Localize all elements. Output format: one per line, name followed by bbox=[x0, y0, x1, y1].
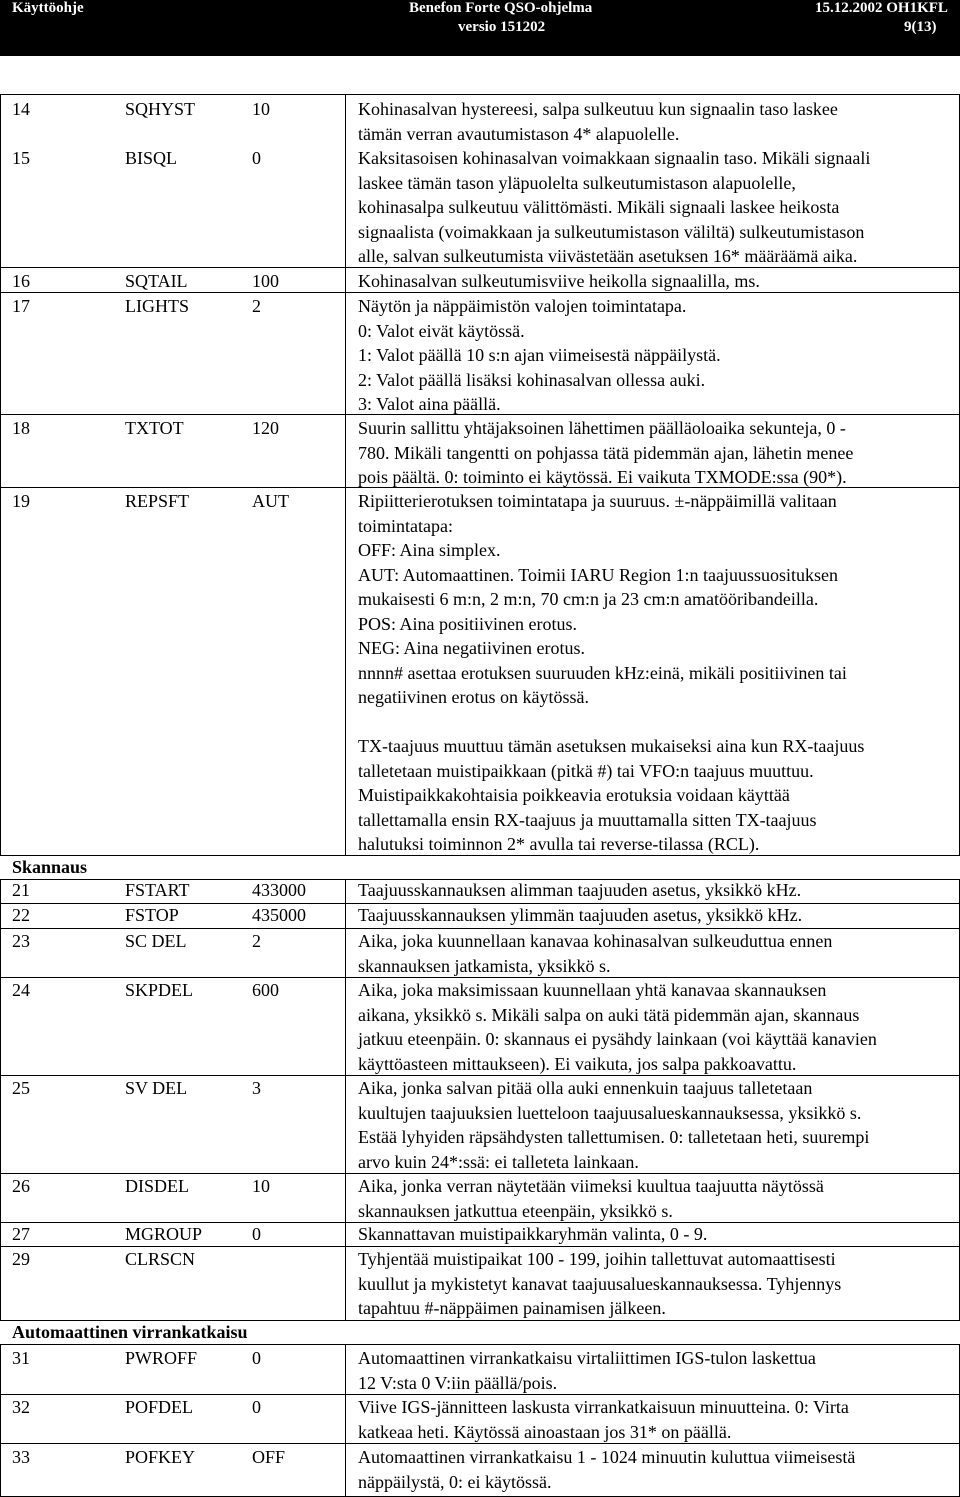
setting-number: 18 bbox=[12, 418, 30, 438]
setting-value: 3 bbox=[252, 1078, 261, 1098]
setting-description bbox=[358, 1445, 956, 1494]
setting-number: 15 bbox=[12, 148, 30, 168]
section-heading-power: Automaattinen virrankatkaisu bbox=[12, 1322, 248, 1342]
description-line: Kohinasalvan sulkeutumisviive heikolla signaalilla, ms. bbox=[358, 271, 760, 291]
description-line: talletetaan muistipaikkaan (pitkä #) tai VFO:n taajuus muuttuu. bbox=[358, 760, 814, 781]
description-line: tapahtuu #-näppäimen painamisen jälkeen. bbox=[358, 1298, 666, 1318]
setting-name: LIGHTS bbox=[125, 296, 189, 316]
setting-number: 24 bbox=[12, 980, 30, 1000]
setting-description bbox=[358, 294, 956, 417]
setting-number: 23 bbox=[12, 931, 30, 951]
setting-description bbox=[358, 1395, 956, 1444]
setting-name: SQTAIL bbox=[125, 271, 188, 291]
setting-description bbox=[358, 929, 956, 978]
description-line: halutuksi toiminnon 2* avulla tai reverse-tilassa (RCL). bbox=[358, 834, 760, 854]
description-line: tallettamalla ensin RX-taajuus ja muuttamalla sitten TX-taajuus bbox=[358, 809, 817, 830]
setting-value: 10 bbox=[252, 1176, 270, 1196]
setting-description bbox=[358, 903, 956, 928]
description-line: Skannattavan muistipaikkaryhmän valinta, 0 - 9. bbox=[358, 1224, 708, 1244]
description-line: Viive IGS-jännitteen laskusta virrankatkaisuun minuutteina. 0: Virta bbox=[358, 1397, 849, 1417]
description-line: 780. Mikäli tangentti on pohjassa tätä pidemmän ajan, lähetin menee bbox=[358, 442, 854, 463]
description-line: 2: Valot päällä lisäksi kohinasalvan ollessa auki. bbox=[358, 369, 706, 390]
setting-value: 435000 bbox=[252, 905, 306, 925]
setting-description bbox=[358, 97, 956, 146]
setting-value: 433000 bbox=[252, 880, 306, 900]
description-line: Suurin sallittu yhtäjaksoinen lähettimen päälläoloaika sekunteja, 0 - bbox=[358, 418, 846, 438]
description-line: Aika, joka kuunnellaan kanavaa kohinasalvan sulkeuduttua ennen bbox=[358, 931, 833, 951]
description-line: katkeaa heti. Käytössä ainoastaan jos 31* on päällä. bbox=[358, 1421, 732, 1442]
description-line: Ripiitterierotuksen toimintatapa ja suuruus. ±-näppäimillä valitaan bbox=[358, 491, 837, 511]
section-heading-scan: Skannaus bbox=[12, 857, 88, 877]
description-line: näppäilystä, 0: ei käytössä. bbox=[358, 1471, 552, 1492]
setting-value: 100 bbox=[252, 271, 279, 291]
description-line: pois päältä. 0: toiminto ei käytössä. Ei vaikuta TXMODE:ssa (90*). bbox=[358, 467, 847, 487]
setting-number: 29 bbox=[12, 1249, 30, 1269]
description-line: 3: Valot aina päällä. bbox=[358, 394, 501, 414]
description-line: Kaksitasoisen kohinasalvan voimakkaan signaalin taso. Mikäli signaali bbox=[358, 148, 871, 168]
description-line bbox=[358, 710, 956, 735]
description-line: mukaisesti 6 m:n, 2 m:n, 70 cm:n ja 23 cm:n amatööribandeilla. bbox=[358, 589, 819, 609]
description-line: negatiivinen erotus on käytössä. bbox=[358, 687, 589, 707]
setting-description bbox=[358, 1247, 956, 1321]
description-line: 0: Valot eivät käytössä. bbox=[358, 320, 525, 341]
row-divider bbox=[0, 1344, 960, 1345]
setting-number: 31 bbox=[12, 1348, 30, 1368]
setting-value: 600 bbox=[252, 980, 279, 1000]
table-column-divider bbox=[345, 879, 346, 1320]
setting-description bbox=[358, 1222, 956, 1247]
setting-description bbox=[358, 878, 956, 903]
header-program-name: Benefon Forte QSO-ohjelma bbox=[409, 0, 593, 16]
description-line: Aika, jonka verran näytetään viimeksi kuultua taajuutta näytössä bbox=[358, 1176, 824, 1196]
setting-name: MGROUP bbox=[125, 1224, 203, 1244]
setting-name: FSTART bbox=[125, 880, 190, 900]
description-line: POS: Aina positiivinen erotus. bbox=[358, 613, 578, 634]
description-line: alle, salvan sulkeutumista viivästetään asetuksen 16* määräämä aika. bbox=[358, 246, 858, 266]
description-line: Taajuusskannauksen alimman taajuuden asetus, yksikkö kHz. bbox=[358, 880, 802, 900]
description-line: tämän verran avautumistason 4* alapuolelle. bbox=[358, 123, 680, 144]
description-line: 12 V:sta 0 V:iin päällä/pois. bbox=[358, 1372, 558, 1393]
setting-description bbox=[358, 978, 956, 1076]
description-line: Näytön ja näppäimistön valojen toimintatapa. bbox=[358, 296, 687, 316]
setting-name: SQHYST bbox=[125, 99, 196, 119]
table-column-divider bbox=[345, 94, 346, 855]
description-line: Tyhjentää muistipaikat 100 - 199, joihin tallettuvat automaattisesti bbox=[358, 1249, 836, 1269]
description-line: Automaattinen virrankatkaisu 1 - 1024 minuutin kuluttua viimeisestä bbox=[358, 1447, 856, 1467]
setting-name: TXTOT bbox=[125, 418, 184, 438]
setting-number: 27 bbox=[12, 1224, 30, 1244]
setting-number: 21 bbox=[12, 880, 30, 900]
description-line: Aika, joka maksimissaan kuunnellaan yhtä kanavaa skannauksen bbox=[358, 980, 827, 1000]
description-line: aikana, yksikkö s. Mikäli salpa on auki tätä pidemmän ajan, skannaus bbox=[358, 1004, 860, 1025]
description-line: 1: Valot päällä 10 s:n ajan viimeisestä näppäilystä. bbox=[358, 345, 721, 365]
table-border-left bbox=[0, 879, 1, 1320]
setting-name: SC DEL bbox=[125, 931, 187, 951]
description-line: käyttöasteen mittaukseen). Ei vaikuta, jos salpa pakkoavattu. bbox=[358, 1053, 797, 1074]
description-line: OFF: Aina simplex. bbox=[358, 540, 501, 560]
description-line: NEG: Aina negatiivinen erotus. bbox=[358, 638, 585, 658]
description-line: kuultujen taajuuksien luetteloon taajuusalueskannauksessa, yksikkö s. bbox=[358, 1102, 862, 1123]
setting-description bbox=[358, 1174, 956, 1223]
setting-value: 120 bbox=[252, 418, 279, 438]
setting-description bbox=[358, 416, 956, 490]
setting-number: 17 bbox=[12, 296, 30, 316]
setting-name: BISQL bbox=[125, 148, 178, 168]
setting-value: 2 bbox=[252, 931, 261, 951]
description-line: Automaattinen virrankatkaisu virtaliittimen IGS-tulon laskettua bbox=[358, 1348, 816, 1368]
description-line: arvo kuin 24*:ssä: ei talleteta lainkaan. bbox=[358, 1151, 639, 1172]
description-line: Muistipaikkakohtaisia poikkeavia erotuksia voidaan käyttää bbox=[358, 785, 790, 805]
description-line: Kohinasalvan hystereesi, salpa sulkeutuu kun signaalin taso laskee bbox=[358, 99, 838, 119]
setting-description bbox=[358, 146, 956, 269]
setting-number: 32 bbox=[12, 1397, 30, 1417]
header-page-number: 9(13) bbox=[904, 19, 937, 35]
setting-value: 10 bbox=[252, 99, 270, 119]
setting-value: 0 bbox=[252, 1224, 261, 1244]
setting-name: DISDEL bbox=[125, 1176, 189, 1196]
setting-name: FSTOP bbox=[125, 905, 179, 925]
setting-description bbox=[358, 1076, 956, 1174]
table-border-left bbox=[0, 1344, 1, 1497]
description-line: laskee tämän tason yläpuolelta sulkeutumistason alapuolelle, bbox=[358, 172, 796, 193]
setting-value: OFF bbox=[252, 1447, 286, 1467]
description-line: skannauksen jatkamista, yksikkö s. bbox=[358, 955, 611, 976]
table-column-divider bbox=[345, 1344, 346, 1497]
setting-number: 19 bbox=[12, 491, 30, 511]
setting-value: 0 bbox=[252, 1397, 261, 1417]
setting-value: 0 bbox=[252, 1348, 261, 1368]
table-border-left bbox=[0, 94, 1, 855]
setting-name: SV DEL bbox=[125, 1078, 188, 1098]
setting-description bbox=[358, 269, 956, 294]
setting-value: 2 bbox=[252, 296, 261, 316]
description-line: toimintatapa: bbox=[358, 515, 453, 536]
setting-number: 25 bbox=[12, 1078, 30, 1098]
description-line: kohinasalpa sulkeutuu välittömästi. Mikäli signaali laskee heikosta bbox=[358, 197, 840, 217]
setting-name: POFDEL bbox=[125, 1397, 194, 1417]
header-date-author: 15.12.2002 OH1KFL bbox=[815, 0, 948, 16]
description-line: Estää lyhyiden räpsähdysten tallettumisen. 0: talletetaan heti, suurempi bbox=[358, 1127, 870, 1147]
setting-description bbox=[358, 1346, 956, 1395]
description-line: AUT: Automaattinen. Toimii IARU Region 1:n taajuussuosituksen bbox=[358, 564, 838, 585]
page-header bbox=[0, 0, 960, 56]
setting-number: 16 bbox=[12, 271, 30, 291]
table-border-top bbox=[0, 94, 960, 95]
setting-description bbox=[358, 489, 956, 857]
description-line: nnnn# asettaa erotuksen suuruuden kHz:einä, mikäli positiivinen tai bbox=[358, 662, 847, 683]
description-line: TX-taajuus muuttuu tämän asetuksen mukaiseksi aina kun RX-taajuus bbox=[358, 736, 865, 756]
setting-name: PWROFF bbox=[125, 1348, 198, 1368]
setting-value: AUT bbox=[252, 491, 289, 511]
description-line: skannauksen jatkuttua eteenpäin, yksikkö s. bbox=[358, 1200, 673, 1221]
setting-number: 22 bbox=[12, 905, 30, 925]
description-line: Taajuusskannauksen ylimmän taajuuden asetus, yksikkö kHz. bbox=[358, 905, 803, 925]
setting-value: 0 bbox=[252, 148, 261, 168]
description-line: signaalista (voimakkaan ja sulkeutumistason väliltä) sulkeutumistason bbox=[358, 221, 865, 242]
setting-number: 14 bbox=[12, 99, 30, 119]
description-line: kuullut ja mykistetyt kanavat taajuusalueskannauksessa. Tyhjennys bbox=[358, 1273, 842, 1294]
setting-number: 26 bbox=[12, 1176, 30, 1196]
setting-name: CLRSCN bbox=[125, 1249, 196, 1269]
description-line: jatkuu eteenpäin. 0: skannaus ei pysähdy lainkaan (voi käyttää kanavien bbox=[358, 1029, 877, 1049]
header-doc-title: Käyttöohje bbox=[12, 0, 84, 16]
header-version: versio 151202 bbox=[458, 19, 546, 35]
description-line: Aika, jonka salvan pitää olla auki ennenkuin taajuus talletetaan bbox=[358, 1078, 813, 1098]
setting-name: POFKEY bbox=[125, 1447, 196, 1467]
setting-name: SKPDEL bbox=[125, 980, 194, 1000]
setting-number: 33 bbox=[12, 1447, 30, 1467]
setting-name: REPSFT bbox=[125, 491, 190, 511]
